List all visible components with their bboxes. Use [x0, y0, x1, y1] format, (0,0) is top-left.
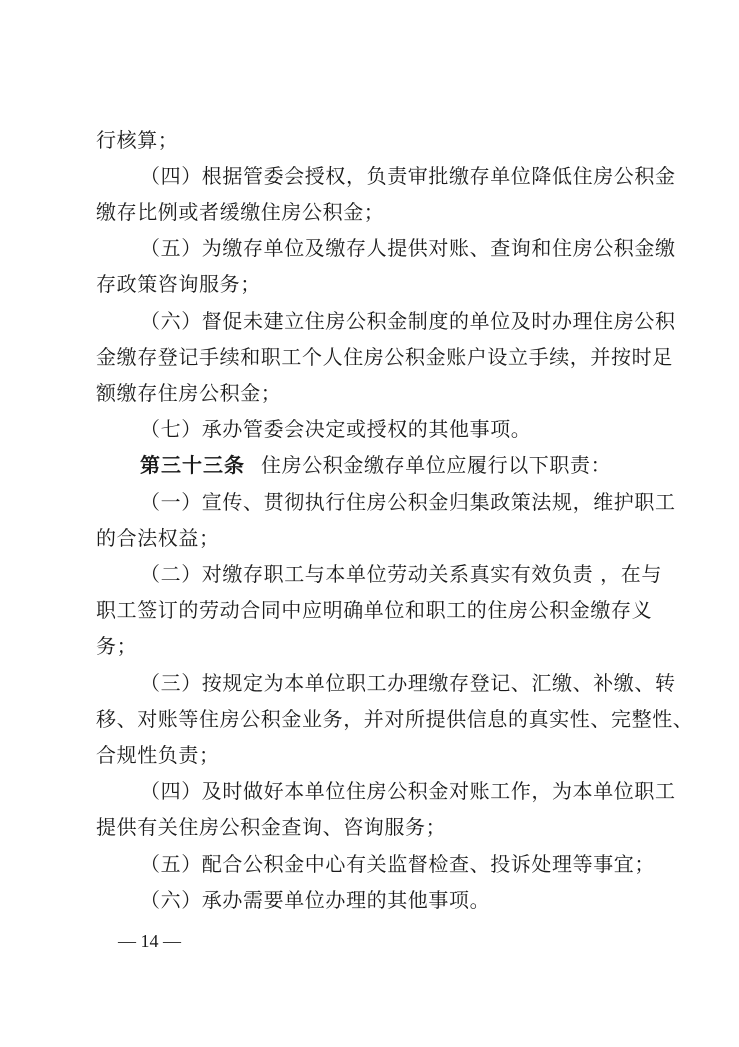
text-line: 缴存比例或者缓缴住房公积金；: [96, 200, 385, 224]
text-line: 务；: [96, 634, 138, 658]
text-line: 职工签订的劳动合同中应明确单位和职工的住房公积金缴存义: [96, 598, 653, 622]
text-line: 合规性负责；: [96, 743, 220, 767]
text-line: 额缴存住房公积金；: [96, 381, 282, 405]
article-title: 第三十三条: [140, 453, 245, 477]
text-line: （一）宣传、贯彻执行住房公积金归集政策法规，维护职工: [140, 490, 676, 514]
text-line: （六）督促未建立住房公积金制度的单位及时办理住房公积: [140, 309, 676, 333]
text-line: （五）配合公积金中心有关监督检查、投诉处理等事宜；: [140, 852, 655, 876]
text-line: （四）根据管委会授权，负责审批缴存单位降低住房公积金: [140, 164, 676, 188]
text-line: 移、对账等住房公积金业务，并对所提供信息的真实性、完整性、: [96, 707, 694, 731]
text-line: 提供有关住房公积金查询、咨询服务；: [96, 815, 447, 839]
text-line: （五）为缴存单位及缴存人提供对账、查询和住房公积金缴: [140, 236, 676, 260]
text-line: （二）对缴存职工与本单位劳动关系真实有效负责 ，在与: [140, 562, 662, 586]
article-text: 住房公积金缴存单位应履行以下职责：: [261, 453, 612, 477]
text-line: 的合法权益；: [96, 526, 220, 550]
text-line: 行核算；: [96, 128, 179, 152]
text-line: （六）承办需要单位办理的其他事项。: [140, 888, 491, 912]
text-line: （四）及时做好本单位住房公积金对账工作，为本单位职工: [140, 779, 676, 803]
text-line: （三）按规定为本单位职工办理缴存登记、汇缴、补缴、转: [140, 671, 676, 695]
page-number: — 14 —: [118, 931, 181, 951]
article-line: [140, 451, 656, 479]
text-line: 存政策咨询服务；: [96, 272, 261, 296]
text-line: 金缴存登记手续和职工个人住房公积金账户设立手续，并按时足: [96, 345, 673, 369]
text-line: （七）承办管委会决定或授权的其他事项。: [140, 417, 532, 441]
